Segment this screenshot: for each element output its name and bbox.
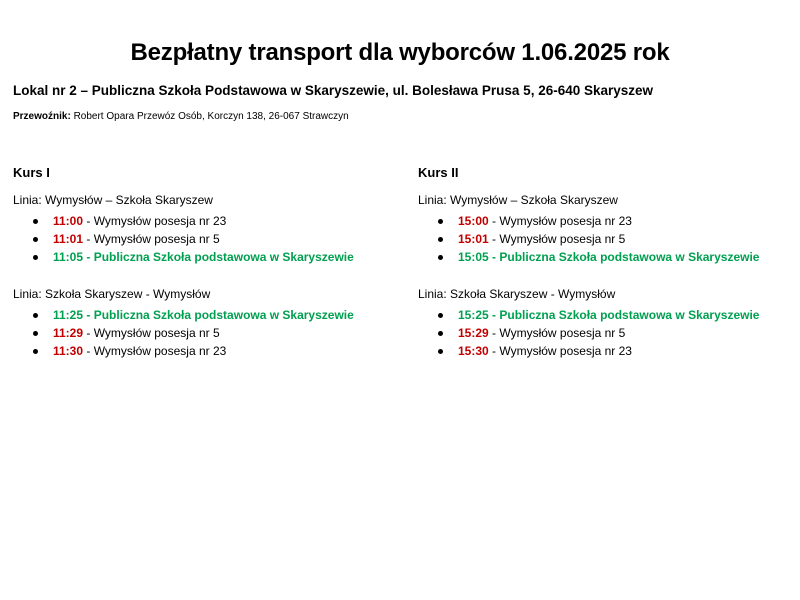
polling-station-heading: Lokal nr 2 – Publiczna Szkoła Podstawowa w Skaryszewie, ul. Bolesława Prusa 5, 26-640 Skaryszew — [13, 83, 654, 98]
stop-time: 11:05 — [53, 250, 84, 264]
stop-time: 15:29 — [458, 326, 489, 340]
stop-time: 11:00 — [53, 214, 84, 228]
stop-place: Wymysłów posesja nr 23 — [499, 214, 632, 228]
stop-time: 11:01 — [53, 232, 84, 246]
stop-time: 11:30 — [53, 344, 84, 358]
stop-list — [418, 212, 798, 266]
stop-place: Publiczna Szkoła podstawowa w Skaryszewie — [499, 250, 760, 264]
stop-time: 15:01 — [458, 232, 489, 246]
bullet-icon — [33, 349, 38, 354]
bullet-icon — [438, 331, 443, 336]
list-item — [13, 212, 393, 230]
stop-separator: - — [83, 308, 94, 322]
bullet-icon — [33, 219, 38, 224]
list-item — [13, 230, 393, 248]
bullet-icon — [33, 313, 38, 318]
bullet-icon — [438, 313, 443, 318]
stop-place: Wymysłów posesja nr 5 — [93, 232, 220, 246]
bullet-icon — [438, 255, 443, 260]
list-item — [418, 248, 798, 266]
stop-place: Wymysłów posesja nr 5 — [499, 232, 626, 246]
carrier-value: Robert Opara Przewóz Osób, Korczyn 138, 26-067 Strawczyn — [70, 111, 349, 122]
stop-separator: - — [83, 214, 94, 228]
list-item — [13, 248, 393, 266]
bullet-icon — [438, 349, 443, 354]
stop-separator: - — [488, 344, 500, 358]
list-item — [418, 230, 798, 248]
stop-list — [13, 212, 393, 266]
carrier-label: Przewoźnik: — [13, 111, 71, 122]
stop-separator: - — [83, 250, 94, 264]
bullet-icon — [438, 237, 443, 242]
stop-separator: - — [488, 232, 500, 246]
course-section-2 — [418, 164, 798, 360]
bullet-icon — [33, 255, 38, 260]
stop-place: Publiczna Szkoła podstawowa w Skaryszewie — [93, 250, 354, 264]
course-section-1 — [13, 164, 393, 360]
stop-place: Wymysłów posesja nr 5 — [499, 326, 626, 340]
stop-time: 15:05 — [458, 250, 489, 264]
bullet-icon — [33, 237, 38, 242]
stop-separator: - — [488, 326, 500, 340]
stop-list — [418, 306, 798, 360]
stop-separator: - — [488, 250, 500, 264]
stop-separator: - — [83, 344, 94, 358]
route-label: Linia: Szkoła Skaryszew - Wymysłów — [418, 287, 616, 301]
stop-separator: - — [83, 232, 94, 246]
stop-place: Wymysłów posesja nr 23 — [93, 214, 227, 228]
route-label: Linia: Szkoła Skaryszew - Wymysłów — [13, 287, 211, 301]
bullet-icon — [438, 219, 443, 224]
course-title: Kurs II — [418, 165, 459, 180]
course-title: Kurs I — [13, 165, 50, 180]
stop-place: Wymysłów posesja nr 23 — [93, 344, 227, 358]
list-item — [13, 342, 393, 360]
list-item — [13, 306, 393, 324]
list-item — [418, 212, 798, 230]
list-item — [418, 324, 798, 342]
bullet-icon — [33, 331, 38, 336]
stop-time: 15:00 — [458, 214, 489, 228]
stop-time: 11:25 — [53, 308, 84, 322]
stop-place: Wymysłów posesja nr 5 — [93, 326, 220, 340]
stop-separator: - — [83, 326, 94, 340]
stop-place: Publiczna Szkoła podstawowa w Skaryszewie — [93, 308, 354, 322]
route-label: Linia: Wymysłów – Szkoła Skaryszew — [13, 193, 213, 207]
list-item — [418, 342, 798, 360]
stop-time: 15:30 — [458, 344, 489, 358]
stop-list — [13, 306, 393, 360]
carrier-info — [13, 109, 349, 125]
stop-place: Publiczna Szkoła podstawowa w Skaryszewie — [499, 308, 760, 322]
page-title: Bezpłatny transport dla wyborców 1.06.2025 rok — [130, 39, 670, 66]
stop-separator: - — [488, 214, 500, 228]
stop-time: 15:25 — [458, 308, 489, 322]
route-label: Linia: Wymysłów – Szkoła Skaryszew — [418, 193, 618, 207]
list-item — [418, 306, 798, 324]
stop-place: Wymysłów posesja nr 23 — [499, 344, 632, 358]
list-item — [13, 324, 393, 342]
stop-time: 11:29 — [53, 326, 84, 340]
stop-separator: - — [488, 308, 500, 322]
